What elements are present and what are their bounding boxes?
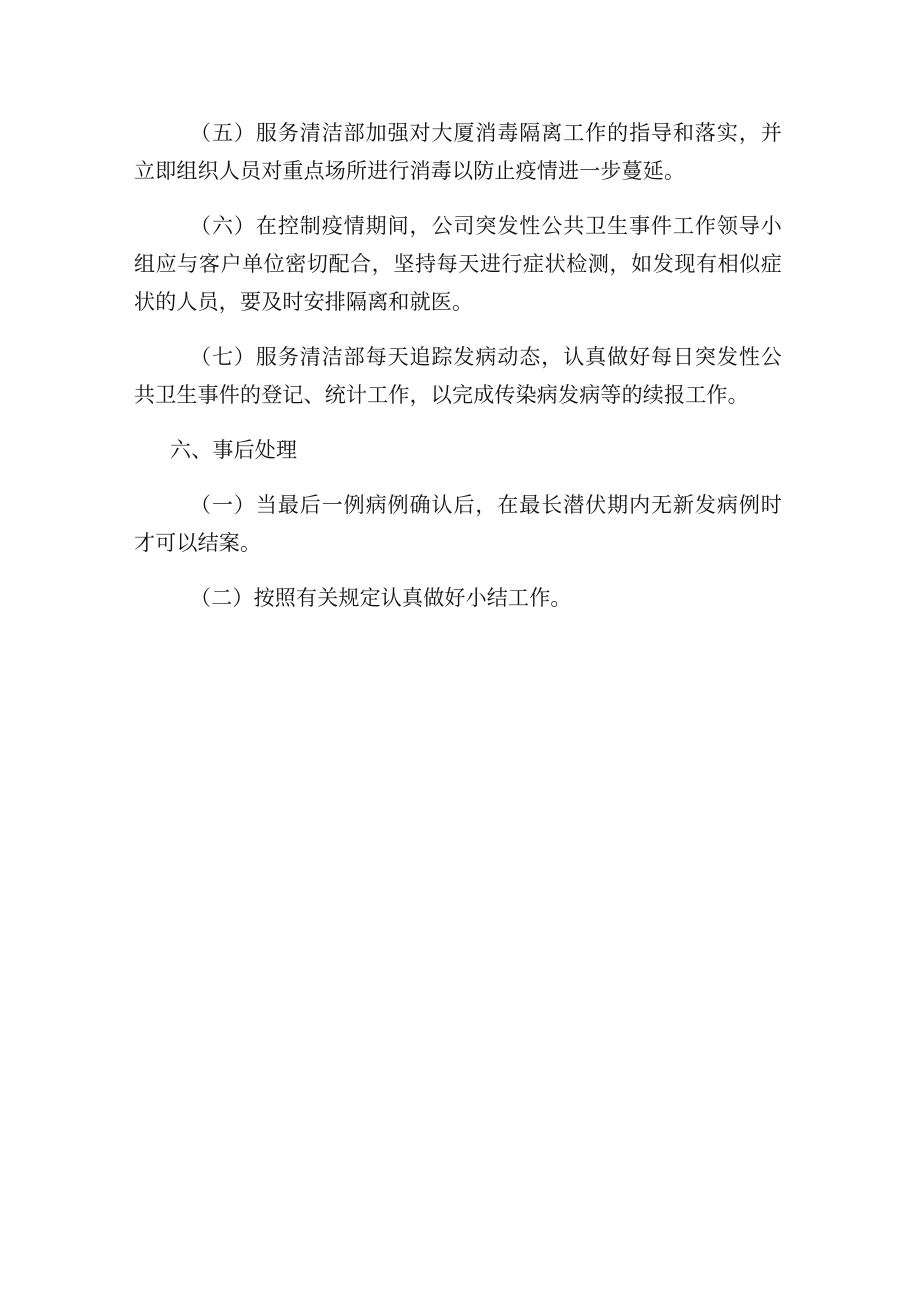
- paragraph-item-5: （五）服务清洁部加强对大厦消毒隔离工作的指导和落实，并立即组织人员对重点场所进行消毒以防止疫情进一步蔓延。: [134, 121, 782, 183]
- paragraph-item-6: （六）在控制疫情期间，公司突发性公共卫生事件工作领导小组应与客户单位密切配合，坚持每天进行症状检测，如发现有相似症状的人员，要及时安排隔离和就医。: [134, 214, 782, 314]
- paragraph-item-7: （七）服务清洁部每天追踪发病动态，认真做好每日突发性公共卫生事件的登记、统计工作，以完成传染病发病等的续报工作。: [134, 345, 782, 407]
- document-body: [134, 114, 782, 634]
- paragraph-item-1: （一）当最后一例病例确认后，在最长潜伏期内无新发病例时才可以结案。: [134, 493, 782, 555]
- section-heading: 六、事后处理: [170, 438, 298, 462]
- paragraph-item-2: （二）按照有关规定认真做好小结工作。: [190, 586, 572, 610]
